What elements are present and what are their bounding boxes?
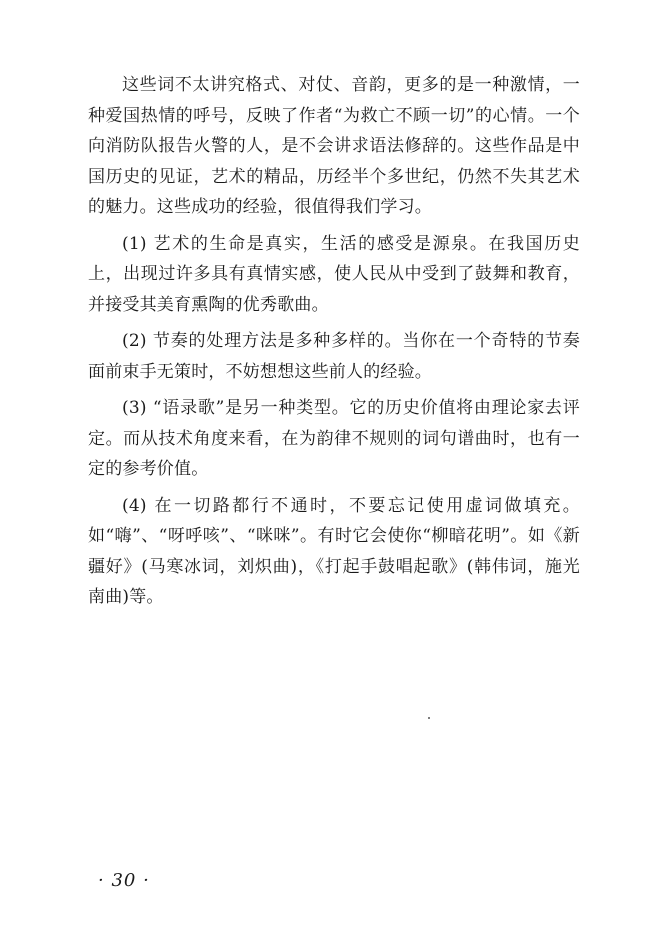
scan-speck: [428, 717, 430, 719]
paragraph-point-2: (2) 节奏的处理方法是多种多样的。当你在一个奇特的节奏面前束手无策时，不妨想想这些前人的经验。: [88, 331, 580, 382]
paragraph-point-3: (3) “语录歌”是另一种类型。它的历史价值将由理论家去评定。而从技术角度来看，在为韵律不规则的词句谱曲时，也有一定的参考价值。: [88, 398, 580, 479]
body-text: [88, 70, 580, 613]
paragraph-point-1: (1) 艺术的生命是真实，生活的感受是源泉。在我国历史上，出现过许多具有真情实感，使人民从中受到了鼓舞和教育，并接受其美育熏陶的优秀歌曲。: [88, 233, 580, 315]
page-number: · 30 ·: [98, 870, 150, 891]
paragraph-intro: 这些词不太讲究格式、对仗、音韵，更多的是一种激情，一种爱国热情的呼号，反映了作者“为救亡不顾一切”的心情。一个向消防队报告火警的人，是不会讲求语法修辞的。这些作品是中国历史的见证，艺术的精品，历经半个多世纪，仍然不失其艺术的魅力。这些成功的经验，很值得我们学习。: [88, 75, 580, 217]
paragraph-point-4: (4) 在一切路都行不通时，不要忘记使用虚词做填充。如“嗨”、“呀呼咳”、“咪咪”。有时它会使你“柳暗花明”。如《新疆好》(马寒冰词，刘炽曲)，《打起手鼓唱起歌》(韩伟词，施光南曲)等。: [88, 495, 580, 607]
